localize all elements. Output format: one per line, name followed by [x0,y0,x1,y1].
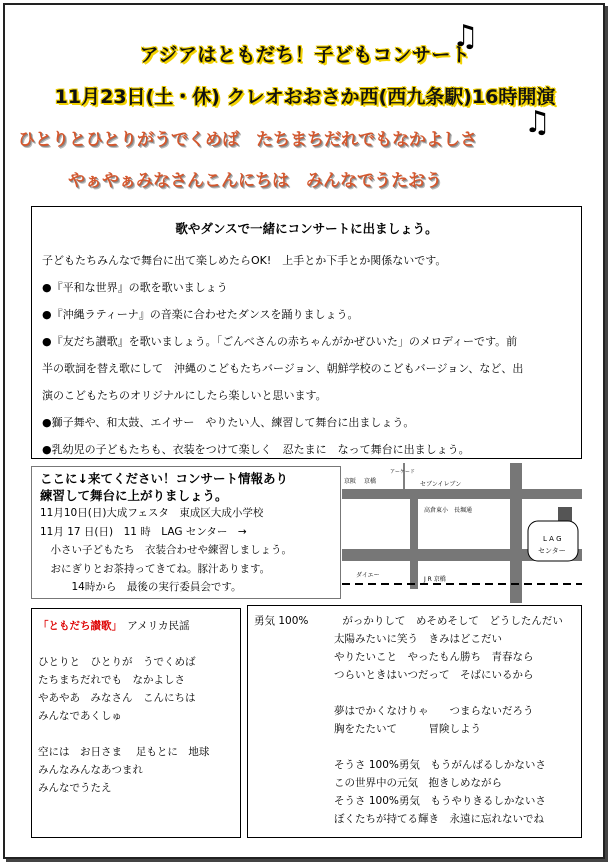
concert-title: アジアはともだち！子どもコンサート [139,44,471,66]
event-info-box [31,466,341,599]
access-map [342,463,582,603]
info-row: 11月 17 日(日) 11 時 LAG センター → [40,525,247,538]
map-label: ダイエー [356,572,380,579]
map-label: 長堀通 [454,507,473,514]
slogan-line-1: ひとりとひとりがうでくめば たちまちだれでもなかよしさ [18,130,477,150]
courage-lyrics-box [247,605,582,838]
bullet-item: ●『沖縄ラティーナ』の音楽に合わせたダンスを踊りましょう。 [42,308,359,321]
bullet-item: 演のこどもたちのオリジナルにしたら楽しいと思います。 [42,389,327,402]
lyric-line: 空には お日さま 足もとに 地球 [38,746,210,758]
map-road [510,463,522,603]
slogan-line-2: やぁやぁみなさんこんにちは みんなでうたおう [68,171,442,191]
lyric-line: そうさ 100%勇気 もうがんばるしかないさ [334,759,546,771]
music-note-icon: ♫ [452,19,479,54]
map-label: アーケード [390,469,415,475]
lag-building [558,507,572,521]
lyric-line: やりたいこと やったもん勝ち 青春なら [334,651,534,663]
info-row: 14時から 最後の実行委員会です。 [40,581,242,593]
map-label: センター [538,547,566,555]
participation-intro: 子どもたちみんなで舞台に出て楽しめたらOK! 上手とか下手とか関係ないです。 [42,254,447,267]
bullet-item: ●『平和な世界』の歌を歌いましょう [42,281,228,294]
song-origin: アメリカ民謡 [127,620,190,632]
concert-date-venue: 11月23日(土・休) クレオおおさか西(西九条駅)16時開演 [54,86,556,108]
bullet-item: 半の歌詞を替え歌にして 沖縄のこどもたちバージョン、朝鮮学校のこどもバージョン、など、出 [42,362,524,375]
participation-heading: 歌やダンスで一緒にコンサートに出ましょう。 [175,221,438,236]
lyric-line: つらいときはいつだって そばにいるから [334,669,534,681]
map-label: セブンイレブン [420,481,462,488]
lyric-line: みんなであくしゅ [38,710,122,722]
map-label: L A G [543,535,562,543]
map-road [342,489,582,499]
lyric-line: この世界中の元気 抱きしめながら [334,777,502,789]
map-label: J R 京橋 [424,576,446,583]
lyrics-title: 勇気 100% [254,615,309,627]
map-label: 京橋 [364,478,377,485]
info-row: おにぎりとお茶持ってきてね。豚汁あります。 [40,562,271,575]
participation-box [31,206,582,459]
lyric-line: 胸をたたいて 冒険しよう [334,723,481,735]
bullet-item: ●『友だち讃歌』を歌いましょう。「ごんべさんの赤ちゃんがかぜひいた」のメロディーです。前 [42,335,518,348]
lyric-line: 夢はでかくなけりゃ つまらないだろう [334,705,534,717]
song-lyrics-box [31,608,241,838]
lyric-line: みんなみんなあつまれ [38,764,143,776]
info-heading: ここに↓来てください！コンサート情報あり [40,471,288,486]
bullet-item: ●獅子舞や、和太鼓、エイサー やりたい人、練習して舞台に出ましょう。 [42,416,415,429]
info-subheading: 練習して舞台に上がりましょう。 [40,488,228,503]
map-label: 高倉東小 [424,507,449,514]
music-note-icon: ♫ [524,105,551,140]
lyric-line: ひとりと ひとりが うでくめば [38,656,196,668]
info-row: 11月10日(日)大成フェスタ 東成区大成小学校 [40,507,264,519]
lyric-line: みんなでうたえ [38,782,112,794]
lyric-line: やあやあ みなさん こんにちは [38,692,196,704]
map-label: 京阪 [344,478,357,485]
lyric-line: ぼくたちが持てる輝き 永遠に忘れないでね [334,813,544,825]
bullet-item: ●乳幼児の子どもたちも、衣装をつけて楽しく 忍たまに なって舞台に出ましょう。 [42,443,470,456]
info-row: 小さい子どもたち 衣装合わせや練習しましょう。 [40,544,292,556]
lyric-line: がっかりして めそめそして どうしたんだい [342,615,563,627]
lyric-line: そうさ 100%勇気 もうやりきるしかないさ [334,795,546,807]
lyric-line: たちまちだれでも なかよしさ [38,674,185,686]
map-road [410,499,418,589]
lyric-line: 太陽みたいに笑う きみはどこだい [334,633,502,645]
song-title: 「ともだち讃歌」 [38,620,117,632]
